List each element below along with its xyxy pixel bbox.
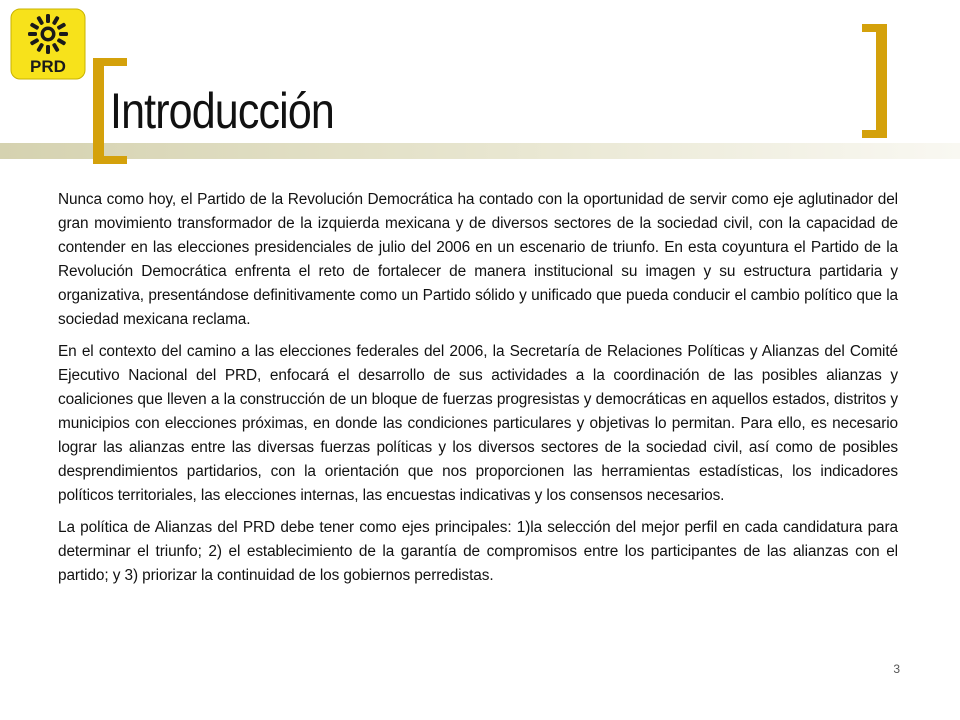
right-bracket-top [862, 24, 887, 32]
right-bracket [876, 24, 887, 138]
prd-logo [10, 8, 86, 80]
slide-content [58, 188, 898, 596]
paragraph-2: En el contexto del camino a las elecciones federales del 2006, la Secretaría de Relaciones Políticas y Alianzas del Comité Ejecutivo Nacional del PRD, enfocará el desarrollo de sus actividades a la coordinación de las posibles alianzas y coaliciones que lleven a la construcción de un bloque de fuerzas progresistas y democráticas en aquellos estados, distritos y municipios con elecciones próximas, en donde las condiciones particulares y objetivas lo permitan. Para ello, es necesario lograr las alianzas entre las diversas fuerzas políticas y los diversos sectores de la sociedad civil, así como de posibles desprendimientos partidarios, con la orientación que nos proporcionen las herramientas estadísticas, los indicadores políticos territoriales, las elecciones internas, las encuestas indicativas y los consensos necesarios. [58, 343, 898, 504]
left-bracket-bottom [93, 156, 127, 164]
title-band [0, 143, 960, 159]
left-bracket-top [93, 58, 127, 66]
logo-text: PRD [30, 57, 66, 76]
left-bracket [93, 58, 104, 164]
paragraph-3: La política de Alianzas del PRD debe tener como ejes principales: 1)la selección del mejor perfil en cada candidatura para determinar el triunfo; 2) el establecimiento de la garantía de compromisos entre los participantes de las alianzas con el partido; y 3) priorizar la continuidad de los gobiernos perredistas. [58, 519, 898, 584]
right-bracket-bottom [862, 130, 887, 138]
paragraph-1: Nunca como hoy, el Partido de la Revolución Democrática ha contado con la oportunidad de servir como eje aglutinador del gran movimiento transformador de la izquierda mexicana y de diversos sectores de la sociedad civil, con la capacidad de contender en las elecciones presidenciales de julio del 2006 en un escenario de triunfo. En esta coyuntura el Partido de la Revolución Democrática enfrenta el reto de fortalecer de manera institucional su imagen y su estructura partidaria y organizativa, presentándose definitivamente como un Partido sólido y unificado que pueda conducir el cambio político que la sociedad mexicana reclama. [58, 191, 898, 328]
slide-title: Introducción [110, 83, 334, 139]
page-number: 3 [893, 662, 900, 676]
